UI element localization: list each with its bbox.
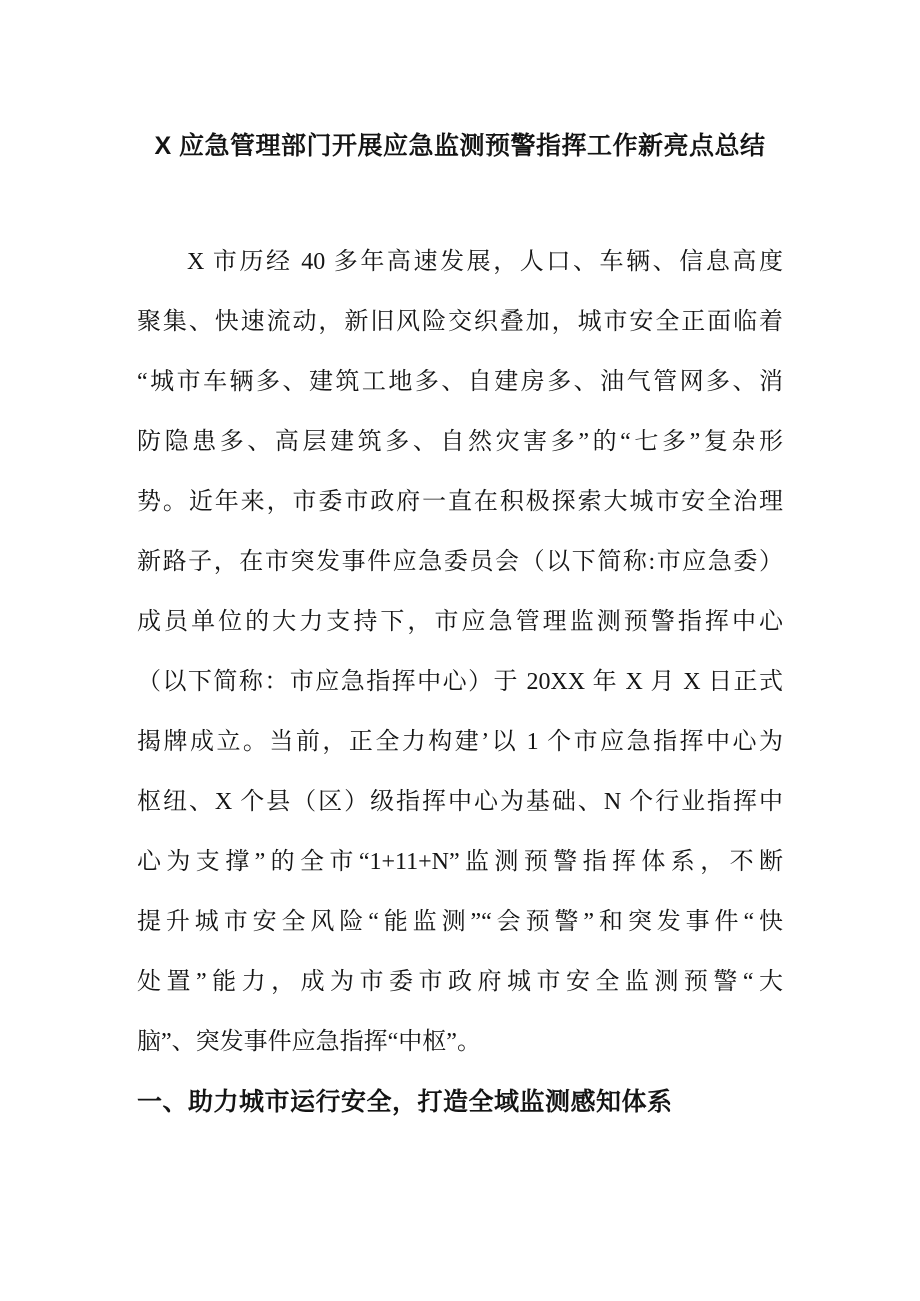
paragraph-line: 势。近年来，市委市政府一直在积极探索大城市安全治理 bbox=[137, 489, 783, 515]
paragraph-line: 枢纽、X 个县（区）级指挥中心为基础、N 个行业指挥中 bbox=[137, 789, 783, 815]
section-heading: 一、助力城市运行安全，打造全域监测感知体系 bbox=[137, 1088, 673, 1116]
paragraph-line: 脑”、突发事件应急指挥“中枢”。 bbox=[137, 1029, 481, 1055]
paragraph-line: 聚集、快速流动，新旧风险交织叠加，城市安全正面临着 bbox=[137, 309, 783, 335]
paragraph-line: 成员单位的大力支持下，市应急管理监测预警指挥中心 bbox=[137, 609, 783, 635]
paragraph-line: 揭牌成立。当前，正全力构建’以 1 个市应急指挥中心为 bbox=[137, 729, 783, 755]
body-paragraph bbox=[137, 232, 783, 1072]
paragraph-line: 处置”能力，成为市委市政府城市安全监测预警“大 bbox=[137, 969, 783, 995]
paragraph-line: 防隐患多、高层建筑多、自然灾害多”的“七多”复杂形 bbox=[137, 429, 783, 455]
paragraph-line: X 市历经 40 多年高速发展，人口、车辆、信息高度 bbox=[187, 249, 783, 275]
paragraph-line: “城市车辆多、建筑工地多、自建房多、油气管网多、消 bbox=[137, 369, 783, 395]
paragraph-line: 提升城市安全风险“能监测”“会预警”和突发事件“快 bbox=[137, 909, 783, 935]
paragraph-line: （以下简称：市应急指挥中心）于 20XX 年 X 月 X 日正式 bbox=[137, 669, 783, 695]
paragraph-line: 新路子，在市突发事件应急委员会（以下简称:市应急委） bbox=[137, 549, 783, 575]
paragraph-line: 心为支撑”的全市“1+11+N”监测预警指挥体系，不断 bbox=[137, 849, 783, 875]
document-title: X 应急管理部门开展应急监测预警指挥工作新亮点总结 bbox=[154, 132, 766, 160]
